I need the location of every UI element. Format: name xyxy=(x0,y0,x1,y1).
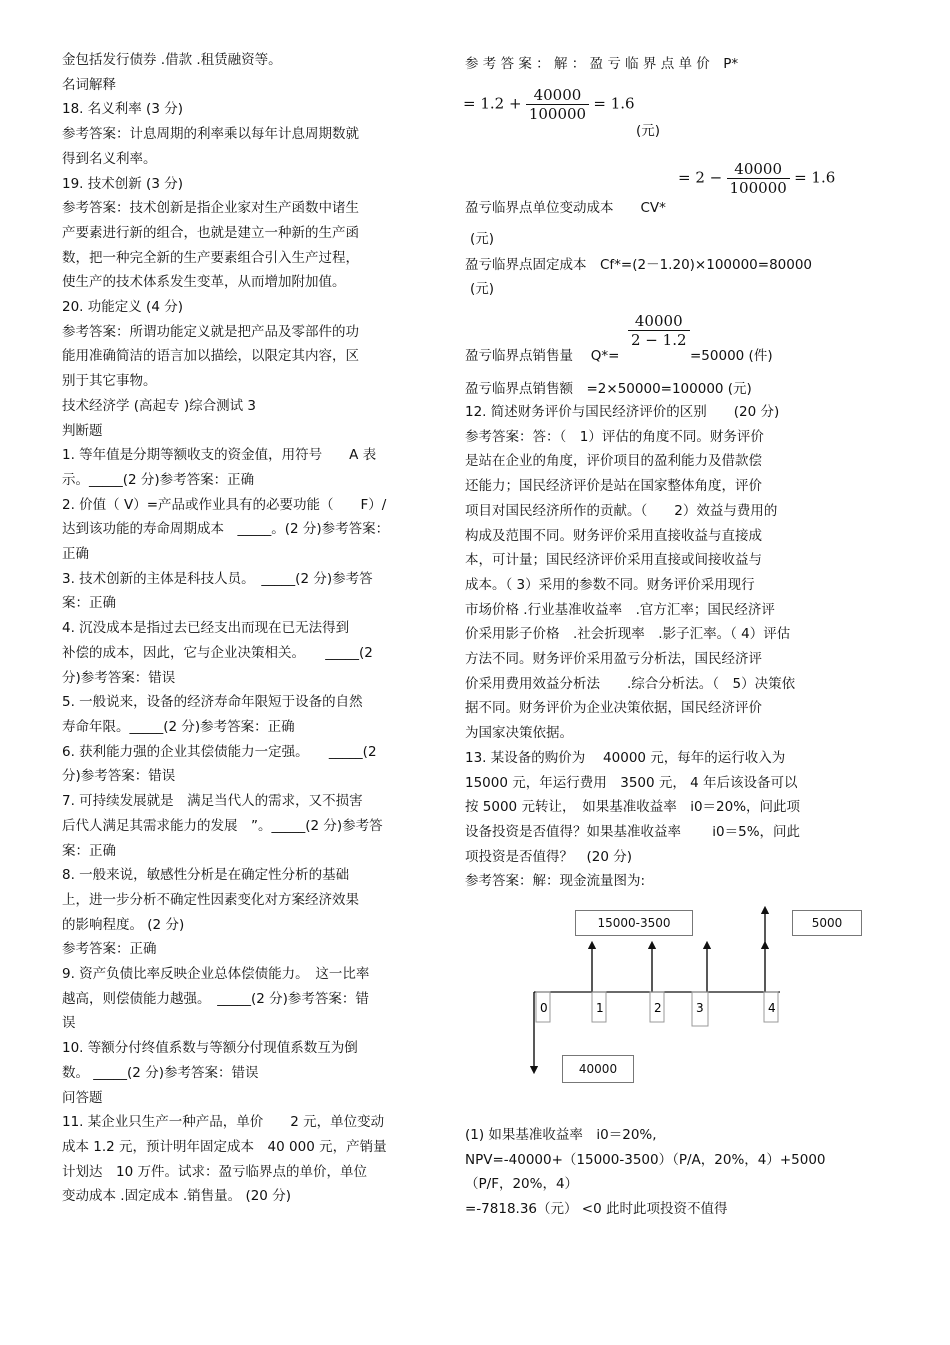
section-heading: 名词解释 xyxy=(62,76,116,93)
formula-lhs: = 2 − xyxy=(678,168,723,187)
section-heading: 技术经济学 (高起专 )综合测试 3 xyxy=(62,397,256,414)
text-line: 据不同。财务评价为企业决策依据，国民经济评价 xyxy=(465,700,762,717)
text-line: 寿命年限。_____(2 分)参考答案：正确 xyxy=(62,718,295,735)
text-line: 本，可计量；国民经济评价采用直接或间接收益与 xyxy=(465,552,762,569)
sales-line: 盈亏临界点销售额 =2×50000=100000 (元) xyxy=(465,381,752,397)
text-line: 成本。（ 3）采用的参数不同。财务评价采用现行 xyxy=(465,576,755,593)
text-line: 案：正确 xyxy=(62,842,116,859)
text-line: 参考答案：技术创新是指企业家对生产函数中诸生 xyxy=(62,200,359,217)
left-column xyxy=(62,48,430,1209)
formula-result: = 1.6 xyxy=(794,168,836,187)
initial-investment-box: 40000 xyxy=(562,1055,634,1083)
text-line: 能用准确简洁的语言加以描绘，以限定其内容，区 xyxy=(62,348,359,365)
question-title: 19. 技术创新 (3 分) xyxy=(62,175,183,192)
cf-line: 盈亏临界点固定成本 Cf*=(2－1.20)×100000=80000 xyxy=(465,257,813,273)
text-line: 参考答案：计息周期的利率乘以每年计息周期数就 xyxy=(62,126,359,143)
text-line: 还能力；国民经济评价是站在国家整体角度，评价 xyxy=(465,478,762,495)
fraction xyxy=(727,160,790,197)
period-label: 1 xyxy=(596,1001,604,1015)
text-line: 得到名义利率。 xyxy=(62,150,157,167)
text-line: （P/F，20%，4） xyxy=(465,1176,579,1193)
text-line: 10. 等额分付终值系数与等额分付现值系数互为倒 xyxy=(62,1040,358,1057)
text-line: 案：正确 xyxy=(62,595,116,612)
text-line: 方法不同。财务评价采用盈亏分析法，国民经济评 xyxy=(465,651,762,668)
text-line: 数。 _____(2 分)参考答案：错误 xyxy=(62,1064,259,1081)
unit-label: (元) xyxy=(636,123,661,139)
text-line: 参考答案：解：现金流量图为: xyxy=(465,873,646,890)
text-line: 项投资是否值得？ (20 分) xyxy=(465,848,633,865)
text-line: 达到该功能的寿命周期成本 _____。(2 分)参考答案： xyxy=(62,521,390,538)
text-line: =-7818.36（元） <0 此时此项投资不值得 xyxy=(465,1201,728,1218)
text-line: (1) 如果基准收益率 i0＝20%, xyxy=(465,1127,657,1143)
right-text-block xyxy=(465,400,843,894)
q-result: =50000 (件) xyxy=(690,348,773,364)
text-line: 9. 资产负债比率反映企业总体偿债能力。 这一比率 xyxy=(62,966,370,983)
text-line: 数，把一种完全新的生产要素组合引入生产过程， xyxy=(62,249,359,266)
fraction-numerator: 40000 xyxy=(526,86,589,105)
formula-lhs: = 1.2 + xyxy=(463,94,522,113)
text-line: 项目对国民经济所作的贡献。（ 2）效益与费用的 xyxy=(465,502,778,519)
text-line: 分)参考答案：错误 xyxy=(62,768,176,785)
question-title: 13. 某设备的购价为 40000 元，每年的运行收入为 xyxy=(465,749,786,766)
period-label: 3 xyxy=(696,1001,704,1015)
text-line: 示。_____(2 分)参考答案：正确 xyxy=(62,471,255,488)
text-line: 正确 xyxy=(62,546,89,563)
text-line: 15000 元，年运行费用 3500 元， 4 年后该设备可以 xyxy=(465,774,798,791)
period-label: 0 xyxy=(540,1001,548,1015)
text-line: 分)参考答案：错误 xyxy=(62,669,176,686)
formula-result: = 1.6 xyxy=(593,94,635,113)
question-title: 20. 功能定义 (4 分) xyxy=(62,299,183,316)
text-line: 3. 技术创新的主体是科技人员。 _____(2 分)参考答 xyxy=(62,570,373,587)
text-line: 参考答案：所谓功能定义就是把产品及零部件的功 xyxy=(62,323,359,340)
text-line: 越高，则偿债能力越强。 _____(2 分)参考答案：错 xyxy=(62,990,369,1007)
text-line: 按 5000 元转让， 如果基准收益率 i0＝20%，问此项 xyxy=(465,799,801,816)
salvage-value-box: 5000 xyxy=(792,910,862,936)
text-line: 5. 一般说来，设备的经济寿命年限短于设备的自然 xyxy=(62,694,363,711)
text-line: 产要素进行新的组合，也就是建立一种新的生产函 xyxy=(62,224,359,241)
section-heading: 判断题 xyxy=(62,422,103,439)
text-line: 上，进一步分析不确定性因素变化对方案经济效果 xyxy=(62,891,359,908)
text-line: 使生产的技术体系发生变革，从而增加附加值。 xyxy=(62,274,346,291)
fraction-denominator: 2 − 1.2 xyxy=(631,331,687,349)
period-label: 4 xyxy=(768,1001,776,1015)
text-line: 4. 沉没成本是指过去已经支出而现在已无法得到 xyxy=(62,620,350,637)
text-line: 7. 可持续发展就是 满足当代人的需求，又不损害 xyxy=(62,793,363,810)
period-label: 2 xyxy=(654,1001,662,1015)
annual-net-cash-box: 15000-3500 xyxy=(575,910,693,936)
text-line: 8. 一般来说，敏感性分析是在确定性分析的基础 xyxy=(62,867,350,884)
text-line: 的影响程度。 (2 分) xyxy=(62,916,185,933)
cash-flow-diagram xyxy=(520,900,870,1100)
text-line: 金包括发行债券 .借款 .租赁融资等。 xyxy=(62,52,282,68)
text-line: 是站在企业的角度，评价项目的盈利能力及借款偿 xyxy=(465,453,762,470)
text-line: 1. 等年值是分期等额收支的资金值，用符号 A 表 xyxy=(62,447,377,464)
text-line: 构成及范围不同。财务评价采用直接收益与直接成 xyxy=(465,527,762,544)
unit-label: (元) xyxy=(470,281,495,297)
text-line: 变动成本 .固定成本 .销售量。 (20 分) xyxy=(62,1188,291,1205)
text-line: 成本 1.2 元，预计明年固定成本 40 000 元，产销量 xyxy=(62,1138,387,1155)
answer-heading: 参 考 答 案 ： 解 ： 盈 亏 临 界 点 单 价 P* xyxy=(465,56,739,72)
text-line: 11. 某企业只生产一种产品，单价 2 元，单位变动 xyxy=(62,1114,385,1131)
text-line: NPV=-40000+（15000-3500）（P/A，20%，4）+5000 xyxy=(465,1151,826,1168)
text-line: 补偿的成本，因此，它与企业决策相关。 _____(2 xyxy=(62,644,373,661)
fraction-numerator: 40000 xyxy=(628,312,690,331)
text-line: 计划达 10 万件。试求：盈亏临界点的单价，单位 xyxy=(62,1163,367,1180)
text-line: 设备投资是否值得？如果基准收益率 i0＝5%，问此 xyxy=(465,823,801,840)
cv-label: 盈亏临界点单位变动成本 CV* xyxy=(465,200,666,216)
text-line: 误 xyxy=(62,1015,76,1032)
formula-cv-star xyxy=(678,160,835,197)
question-title: 18. 名义利率 (3 分) xyxy=(62,101,183,118)
text-line: 后代人满足其需求能力的发展 ”。_____(2 分)参考答 xyxy=(62,817,383,834)
text-line: 市场价格 .行业基准收益率 .官方汇率；国民经济评 xyxy=(465,601,775,618)
fraction-numerator: 40000 xyxy=(727,160,790,179)
text-line: 2. 价值（ V）=产品或作业具有的必要功能（ F）/ xyxy=(62,496,387,513)
formula-p-star xyxy=(463,86,635,123)
formula-q-star xyxy=(628,312,690,349)
npv-block xyxy=(465,1123,843,1222)
text-line: 价采用影子价格 .社会折现率 .影子汇率。（ 4）评估 xyxy=(465,626,791,643)
text-line: 为国家决策依据。 xyxy=(465,725,573,742)
unit-label: (元) xyxy=(470,231,495,247)
q-label: 盈亏临界点销售量 Q*= xyxy=(465,348,620,364)
fraction xyxy=(628,312,690,349)
section-heading: 问答题 xyxy=(62,1089,103,1106)
text-line: 参考答案：答：（ 1）评估的角度不同。财务评价 xyxy=(465,428,764,445)
text-line: 价采用费用效益分析法 .综合分析法。（ 5）决策依 xyxy=(465,675,796,692)
text-line: 别于其它事物。 xyxy=(62,373,157,390)
fraction-denominator: 100000 xyxy=(528,105,587,123)
fraction-denominator: 100000 xyxy=(729,179,787,197)
fraction xyxy=(526,86,589,123)
text-line: 6. 获利能力强的企业其偿债能力一定强。 _____(2 xyxy=(62,743,377,760)
text-line: 参考答案：正确 xyxy=(62,941,157,958)
question-title: 12. 简述财务评价与国民经济评价的区别 (20 分) xyxy=(465,404,780,420)
